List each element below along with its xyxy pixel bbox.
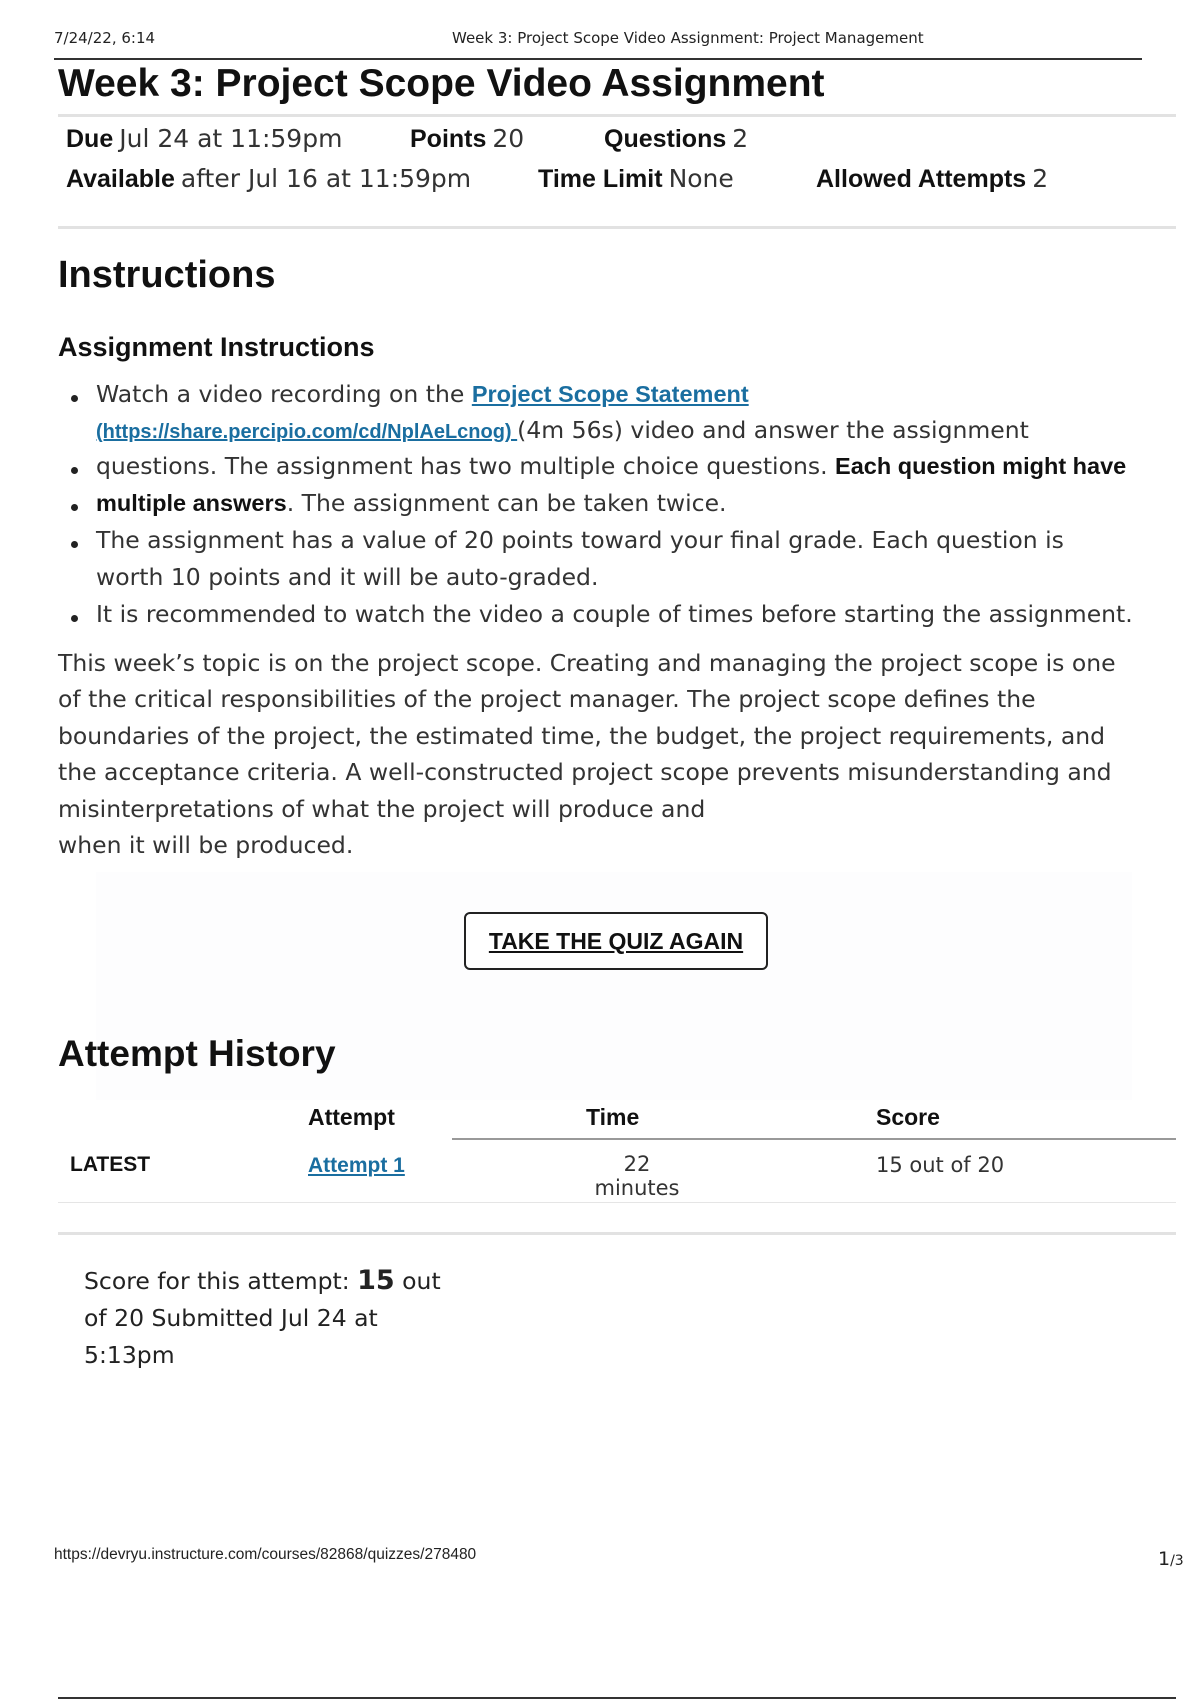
available-label: Available bbox=[66, 165, 175, 193]
column-header-score: Score bbox=[876, 1104, 940, 1130]
score-prefix: Score for this attempt: bbox=[84, 1267, 358, 1295]
due-label: Due bbox=[66, 125, 114, 153]
bullet-1-line-2 bbox=[96, 416, 1029, 444]
video-url-link[interactable]: (https://share.percipio.com/cd/NplAeLcnog) bbox=[96, 421, 518, 443]
divider bbox=[58, 1232, 1176, 1235]
print-date: 7/24/22, 6:14 bbox=[54, 29, 156, 47]
table-row-divider bbox=[58, 1202, 1176, 1203]
score-summary-line-1 bbox=[84, 1262, 441, 1300]
paragraph-line: when it will be produced. bbox=[58, 831, 354, 859]
instructions-heading: Instructions bbox=[58, 254, 276, 296]
assignment-instructions-heading: Assignment Instructions bbox=[58, 332, 375, 362]
score-value: 15 bbox=[357, 1265, 395, 1296]
questions-value: 2 bbox=[732, 124, 749, 153]
paragraph-line: boundaries of the project, the estimated time, the budget, the project requirements, and bbox=[58, 722, 1106, 750]
available-info bbox=[66, 164, 471, 194]
due-info bbox=[66, 124, 342, 154]
bullet-icon bbox=[71, 504, 78, 511]
paragraph-line: the acceptance criteria. A well-constructed project scope prevents misunderstanding and bbox=[58, 758, 1112, 786]
paragraph-line: This week’s topic is on the project scope. Creating and managing the project scope is one bbox=[58, 649, 1116, 677]
allowed-attempts-value: 2 bbox=[1032, 164, 1049, 193]
project-scope-statement-link[interactable]: Project Scope Statement bbox=[471, 381, 749, 407]
points-value: 20 bbox=[492, 124, 525, 153]
attempt-history-heading: Attempt History bbox=[58, 1033, 336, 1074]
bullet-icon bbox=[71, 395, 78, 402]
attempt-cell bbox=[308, 1153, 405, 1178]
bullet-icon bbox=[71, 541, 78, 548]
paragraph-line: of the critical responsibilities of the project manager. The project scope defines the bbox=[58, 685, 1036, 713]
footer-url: https://devryu.instructure.com/courses/82868/quizzes/278480 bbox=[54, 1546, 477, 1563]
bullet-1-text: Watch a video recording on the bbox=[96, 380, 472, 408]
time-limit-value: None bbox=[668, 164, 734, 193]
column-header-time: Time bbox=[586, 1104, 640, 1130]
print-header bbox=[54, 26, 1142, 60]
score-cell: 15 out of 20 bbox=[876, 1153, 1005, 1177]
bullet-1-line-1 bbox=[96, 380, 749, 408]
page-title: Week 3: Project Scope Video Assignment bbox=[58, 62, 825, 105]
bullet-4-line-2: worth 10 points and it will be auto-graded. bbox=[96, 563, 599, 591]
due-value: Jul 24 at 11:59pm bbox=[119, 124, 343, 153]
score-summary bbox=[84, 1262, 441, 1374]
score-summary-line-2: of 20 Submitted Jul 24 at bbox=[84, 1304, 378, 1332]
allowed-attempts-info bbox=[816, 164, 1048, 194]
table-header-divider bbox=[452, 1138, 1176, 1140]
attempt-1-link[interactable]: Attempt 1 bbox=[308, 1154, 405, 1177]
divider bbox=[58, 226, 1176, 229]
score-suffix: out bbox=[394, 1267, 441, 1295]
page-current: 1 bbox=[1158, 1548, 1171, 1570]
questions-info bbox=[604, 124, 748, 154]
bullet-2 bbox=[96, 452, 1126, 480]
row-label-latest: LATEST bbox=[70, 1153, 151, 1176]
bullet-icon bbox=[71, 615, 78, 622]
points-label: Points bbox=[410, 125, 487, 153]
column-header-attempt: Attempt bbox=[308, 1104, 395, 1130]
allowed-attempts-label: Allowed Attempts bbox=[816, 165, 1027, 193]
time-unit: minutes bbox=[594, 1176, 680, 1200]
page-total: /3 bbox=[1170, 1553, 1184, 1569]
bullet-2-bold: Each question might have bbox=[835, 453, 1127, 479]
paragraph-line: misinterpretations of what the project will produce and bbox=[58, 795, 706, 823]
bullet-3-bold: multiple answers bbox=[96, 490, 287, 516]
points-info bbox=[410, 124, 524, 154]
bullet-1-suffix: (4m 56s) video and answer the assignment bbox=[517, 416, 1029, 444]
print-doc-title: Week 3: Project Scope Video Assignment: Project Management bbox=[452, 29, 924, 47]
time-limit-label: Time Limit bbox=[538, 165, 663, 193]
take-quiz-again-button[interactable]: TAKE THE QUIZ AGAIN bbox=[464, 912, 768, 970]
score-summary-line-3: 5:13pm bbox=[84, 1341, 175, 1369]
bullet-4-line-1: The assignment has a value of 20 points toward your final grade. Each question is bbox=[96, 526, 1064, 554]
available-value: after Jul 16 at 11:59pm bbox=[180, 164, 472, 193]
time-value: 22 bbox=[623, 1152, 651, 1176]
time-cell bbox=[577, 1152, 697, 1200]
bullet-5: It is recommended to watch the video a couple of times before starting the assignment. bbox=[96, 600, 1133, 628]
bullet-3 bbox=[96, 489, 727, 517]
bullet-2-text: questions. The assignment has two multiple choice questions. bbox=[96, 452, 836, 480]
time-limit-info bbox=[538, 164, 734, 194]
bottom-rule bbox=[58, 1697, 1176, 1699]
divider bbox=[58, 114, 1176, 117]
bullet-icon bbox=[71, 467, 78, 474]
page-number bbox=[1158, 1548, 1184, 1570]
questions-label: Questions bbox=[604, 125, 727, 153]
bullet-3-text: . The assignment can be taken twice. bbox=[286, 489, 727, 517]
